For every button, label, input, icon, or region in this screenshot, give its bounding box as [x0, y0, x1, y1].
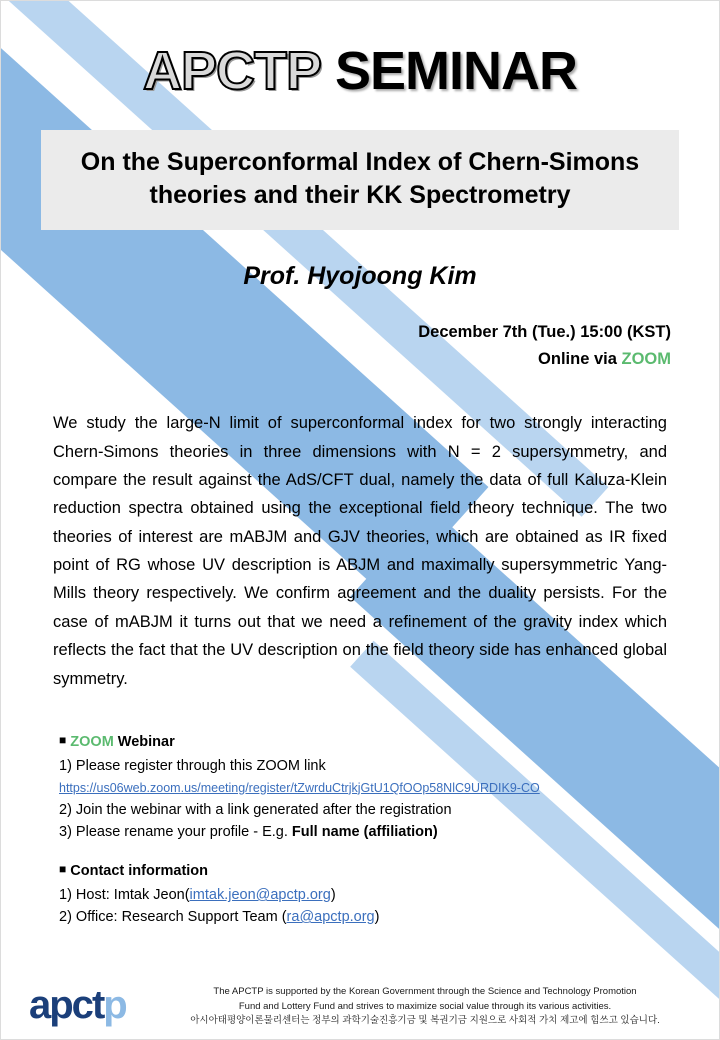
webinar-step-3-bold: Full name (affiliation): [291, 824, 438, 840]
webinar-heading-rest: Webinar: [113, 733, 175, 750]
speaker-name: Prof. Hyojoong Kim: [243, 261, 477, 290]
footer-line-2: Fund and Lottery Fund and strives to maximize social value through its various activities.: [238, 1000, 612, 1012]
poster-header: [1, 1, 719, 110]
contact-office: [59, 906, 719, 928]
apctp-logo: [29, 985, 126, 1025]
contact-heading-label: Contact information: [70, 863, 209, 880]
square-bullet-icon: ■: [59, 862, 67, 877]
webinar-step-3-prefix: 3) Please rename your profile - E.g.: [59, 824, 292, 840]
footer-disclaimer: [151, 985, 699, 1029]
contact-host-prefix: 1) Host: Imtak Jeon(: [59, 887, 190, 904]
poster-footer: [1, 957, 719, 1039]
logo-t: t: [91, 983, 104, 1027]
office-email-link[interactable]: ra@apctp.org: [286, 909, 375, 926]
title-band: [41, 130, 679, 230]
seminar-meta: [1, 319, 671, 373]
venue-platform: ZOOM: [621, 349, 671, 368]
abstract-text: We study the large-N limit of superconformal index for two strongly interacting Chern-Simons theories in three dimensions with N = 2 supersymmetry, and compare the result against the AdS/CFT dual, namely the data of full Kaluza-Klein reduction spectra obtained using the exceptional field theory technique. The two theories of interest are mABJM and GJV theories, which are obtained as IR fixed point of RG whose UV description is ABJM and maximally supersymmetric Yang-Mills theory respectively. We confirm agreement and the duality persists. For the case of mABJM it turns out that we need a refinement of the gravity index which reflects the fact that the UV description on the field theory side has enhanced global symmetry.: [53, 414, 667, 688]
info-spacer: [59, 843, 719, 860]
webinar-heading: [59, 731, 719, 753]
contact-office-prefix: 2) Office: Research Support Team (: [59, 909, 287, 926]
webinar-step-2: 2) Join the webinar with a link generated after the registration: [59, 801, 452, 818]
logo-main: apc: [29, 983, 92, 1027]
poster-content: [1, 1, 719, 928]
contact-office-suffix: ): [374, 909, 380, 926]
webinar-step-3: [59, 821, 719, 843]
square-bullet-icon: ■: [59, 732, 67, 747]
logo-p: p: [103, 983, 126, 1027]
host-email-link[interactable]: imtak.jeon@apctp.org: [189, 887, 331, 904]
seminar-title: On the Superconformal Index of Chern-Simons theories and their KK Spectrometry: [80, 147, 640, 209]
venue-prefix: Online via: [538, 349, 622, 368]
webinar-step-1: 1) Please register through this ZOOM link: [59, 757, 326, 774]
header-brand: APCTP: [142, 41, 321, 101]
footer-line-3: 아시아태평양이론물리센터는 정부의 과학기술진흥기금 및 복권기금 지원으로 사회적 가치 제고에 힘쓰고 있습니다.: [190, 1015, 660, 1027]
seminar-venue: [1, 346, 671, 373]
webinar-info: [59, 731, 719, 928]
contact-host: [59, 884, 719, 906]
footer-line-1: The APCTP is supported by the Korean Government through the Science and Technology Promotion: [213, 985, 637, 997]
contact-heading: [59, 860, 719, 882]
zoom-registration-link[interactable]: https://us06web.zoom.us/meeting/register/tZwrduCtrjkjGtU1QfOOp58NlC9URDIK9-CO: [59, 780, 540, 795]
seminar-datetime: December 7th (Tue.) 15:00 (KST): [418, 322, 671, 341]
webinar-heading-platform: ZOOM: [70, 733, 114, 750]
contact-host-suffix: ): [330, 887, 336, 904]
header-kind: SEMINAR: [335, 41, 578, 101]
